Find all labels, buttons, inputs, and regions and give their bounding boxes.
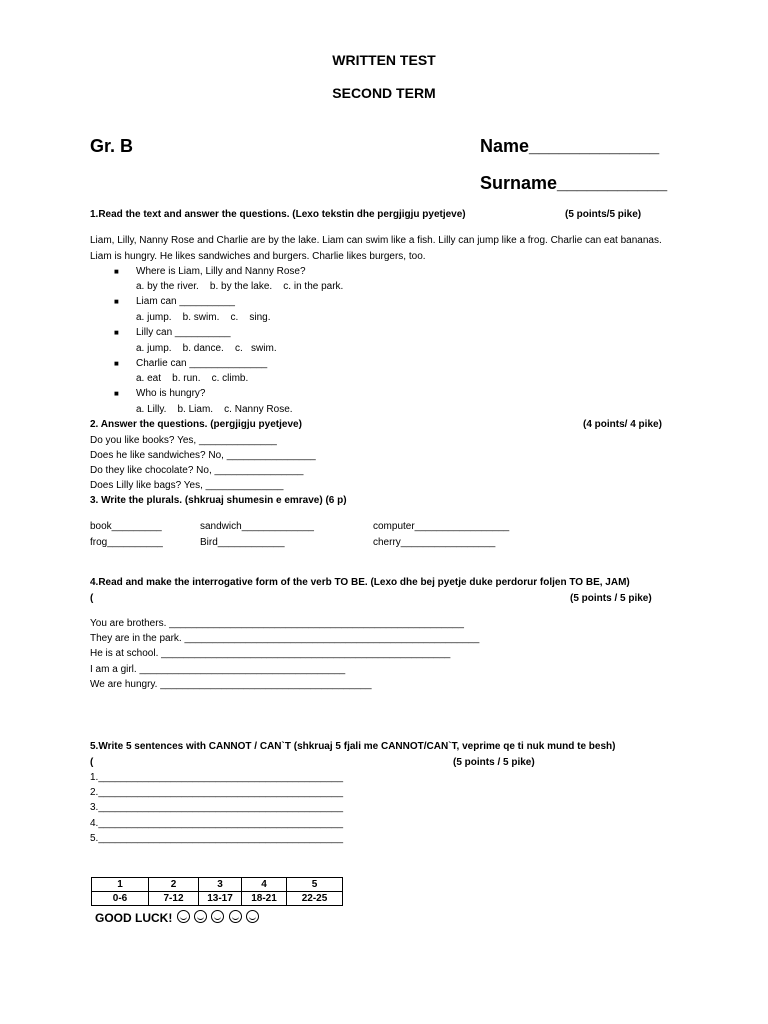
smiley-icon [211,910,224,923]
q2-points: (4 points/ 4 pike) [583,419,662,430]
q2-line: Does Lilly like bags? Yes, ______________ [90,480,284,491]
q4-line: I am a girl. _____________________________________ [90,664,346,675]
q1-item-question: Liam can __________ [136,296,235,307]
grade-cell: 4 [242,878,287,892]
bullet-icon: ■ [114,389,119,398]
q2-heading-row [90,419,302,430]
range-cell: 22-25 [287,892,343,906]
q4-paren: ( [90,593,94,604]
q1-heading: 1.Read the text and answer the questions. (Lexo tekstin dhe pergjigju pyetjeve) [90,209,466,220]
q1-item-options: a. eat b. run. c. climb. [136,373,249,384]
bullet-icon: ■ [114,359,119,368]
grade-cell: 3 [199,878,242,892]
q3-plural-blank: sandwich_____________ [200,521,314,532]
q4-points: (5 points / 5 pike) [570,593,652,604]
q3-plural-blank: Bird____________ [200,537,285,548]
q2-line: Do they like chocolate? No, ________________ [90,465,304,476]
good-luck-text: GOOD LUCK! [95,911,173,925]
q5-heading: 5.Write 5 sentences with CANNOT / CAN`T (shkruaj 5 fjali me CANNOT/CAN`T, veprime qe ti nuk mund te besh) [90,741,616,752]
q1-item-question: Where is Liam, Lilly and Nanny Rose? [136,266,306,277]
q4-line: They are in the park. _____________________________________________________ [90,633,480,644]
surname-field: Surname___________ [480,173,668,193]
q1-item-options: a. jump. b. swim. c. sing. [136,312,271,323]
q3-plural-blank: cherry_________________ [373,537,496,548]
group-label: Gr. B [90,136,134,156]
q4-line: You are brothers. _____________________________________________________ [90,618,464,629]
q4-line: We are hungry. ______________________________________ [90,679,372,690]
q5-line: 5.____________________________________________ [90,833,344,844]
smiley-icon [194,910,207,923]
q5-line: 3.____________________________________________ [90,802,344,813]
smiley-icon [246,910,259,923]
grade-cell: 1 [92,878,149,892]
test-title: WRITTEN TEST [332,52,436,68]
q1-text-line-2: Liam is hungry. He likes sandwiches and burgers. Charlie likes burgers, too. [90,251,426,262]
smiley-icon [229,910,242,923]
q3-plural-blank: frog__________ [90,537,163,548]
good-luck-row [95,910,259,925]
q5-line: 1.____________________________________________ [90,772,344,783]
q5-paren: ( [90,757,94,768]
q1-item-options: a. Lilly. b. Liam. c. Nanny Rose. [136,404,293,415]
q5-points: (5 points / 5 pike) [453,757,535,768]
q3-plural-blank: book_________ [90,521,162,532]
q3-heading-note: (shkruaj shumesin e emrave) [184,495,323,506]
range-cell: 18-21 [242,892,287,906]
term-title: SECOND TERM [332,85,436,101]
name-field: Name_____________ [480,136,660,156]
q2-heading: 2. Answer the questions. [90,419,208,430]
score-table-grade-row [92,878,343,892]
q1-item-options: a. jump. b. dance. c. swim. [136,343,277,354]
grade-cell: 2 [149,878,199,892]
q1-text-line-1: Liam, Lilly, Nanny Rose and Charlie are by the lake. Liam can swim like a fish. Lilly can jump like a frog. Charlie can eat bananas. [90,235,662,246]
q4-line: He is at school. ____________________________________________________ [90,648,451,659]
range-cell: 7-12 [149,892,199,906]
bullet-icon: ■ [114,297,119,306]
q4-heading: 4.Read and make the interrogative form of the verb TO BE. (Lexo dhe bej pyetje duke perdorur foljen TO BE, JAM) [90,577,630,588]
q5-line: 4.____________________________________________ [90,818,344,829]
q5-line: 2.____________________________________________ [90,787,344,798]
range-cell: 13-17 [199,892,242,906]
grade-cell: 5 [287,878,343,892]
q3-plural-blank: computer_________________ [373,521,510,532]
q2-line: Does he like sandwiches? No, ________________ [90,450,316,461]
q1-item-question: Lilly can __________ [136,327,231,338]
q1-item-question: Who is hungry? [136,388,206,399]
q3-heading: 3. Write the plurals. [90,495,183,506]
bullet-icon: ■ [114,328,119,337]
q1-item-options: a. by the river. b. by the lake. c. in the park. [136,281,344,292]
q2-line: Do you like books? Yes, ______________ [90,435,277,446]
q2-heading-note: (pergjigju pyetjeve) [210,419,302,430]
score-table-range-row [92,892,343,906]
q3-heading-row [90,495,347,506]
q1-item-question: Charlie can ______________ [136,358,268,369]
score-table [91,877,343,906]
range-cell: 0-6 [92,892,149,906]
q1-points: (5 points/5 pike) [565,209,642,220]
bullet-icon: ■ [114,267,119,276]
q3-points: (6 p) [325,495,347,506]
smiley-icon [177,910,190,923]
